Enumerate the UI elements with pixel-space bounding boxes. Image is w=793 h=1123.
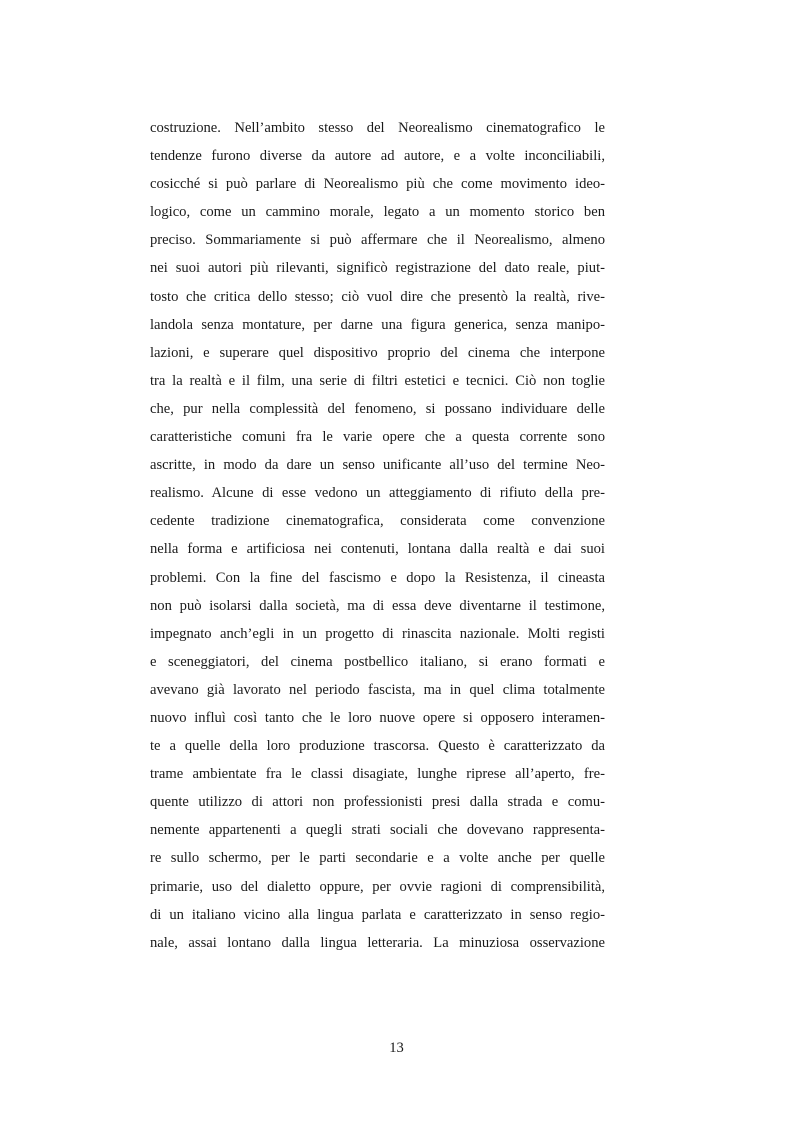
text-line: ascritte, in modo da dare un senso unificante all’uso del termine Neo- <box>150 457 605 474</box>
text-line: caratteristiche comuni fra le varie opere che a questa corrente sono <box>150 429 605 446</box>
text-line: problemi. Con la fine del fascismo e dopo la Resistenza, il cineasta <box>150 569 605 586</box>
text-line: primarie, uso del dialetto oppure, per ovvie ragioni di comprensibilità, <box>150 878 605 895</box>
text-line: quente utilizzo di attori non professionisti presi dalla strada e comu- <box>150 794 605 811</box>
text-line: tra la realtà e il film, una serie di filtri estetici e tecnici. Ciò non toglie <box>150 372 605 389</box>
text-line: landola senza montature, per darne una figura generica, senza manipo- <box>150 316 605 333</box>
text-line: nella forma e artificiosa nei contenuti, lontana dalla realtà e dai suoi <box>150 541 605 558</box>
text-line: lazioni, e superare quel dispositivo proprio del cinema che interpone <box>150 344 605 361</box>
text-line: impegnato anch’egli in un progetto di rinascita nazionale. Molti registi <box>150 625 605 642</box>
text-line: e sceneggiatori, del cinema postbellico italiano, si erano formati e <box>150 653 605 670</box>
text-line: che, pur nella complessità del fenomeno, si possano individuare delle <box>150 400 605 417</box>
text-line: preciso. Sommariamente si può affermare che il Neorealismo, almeno <box>150 232 605 249</box>
text-line: cedente tradizione cinematografica, considerata come convenzione <box>150 513 605 530</box>
text-line: nuovo influì così tanto che le loro nuove opere si opposero interamen- <box>150 709 605 726</box>
text-line: te a quelle della loro produzione trascorsa. Questo è caratterizzato da <box>150 738 605 755</box>
text-line: avevano già lavorato nel periodo fascista, ma in quel clima totalmente <box>150 681 605 698</box>
text-line: logico, come un cammino morale, legato a un momento storico ben <box>150 204 605 221</box>
text-line: realismo. Alcune di esse vedono un atteggiamento di rifiuto della pre- <box>150 485 605 502</box>
text-line: di un italiano vicino alla lingua parlata e caratterizzato in senso regio- <box>150 906 605 923</box>
text-line: nemente appartenenti a quegli strati sociali che dovevano rappresenta- <box>150 822 605 839</box>
text-line: cosicché si può parlare di Neorealismo più che come movimento ideo- <box>150 176 605 193</box>
text-line: trame ambientate fra le classi disagiate, lunghe riprese all’aperto, fre- <box>150 766 605 783</box>
text-line: costruzione. Nell’ambito stesso del Neorealismo cinematografico le <box>150 120 605 136</box>
text-line: tendenze furono diverse da autore ad autore, e a volte inconciliabili, <box>150 148 605 165</box>
text-line: non può isolarsi dalla società, ma di essa deve diventarne il testimone, <box>150 597 605 614</box>
body-paragraph <box>150 114 605 957</box>
text-line: nei suoi autori più rilevanti, significò registrazione del dato reale, piut- <box>150 260 605 277</box>
text-line: tosto che critica dello stesso; ciò vuol dire che presentò la realtà, rive- <box>150 288 605 305</box>
text-line: re sullo schermo, per le parti secondarie e a volte anche per quelle <box>150 850 605 867</box>
text-line: nale, assai lontano dalla lingua letteraria. La minuziosa osservazione <box>150 934 605 951</box>
page-number: 13 <box>389 1040 404 1056</box>
